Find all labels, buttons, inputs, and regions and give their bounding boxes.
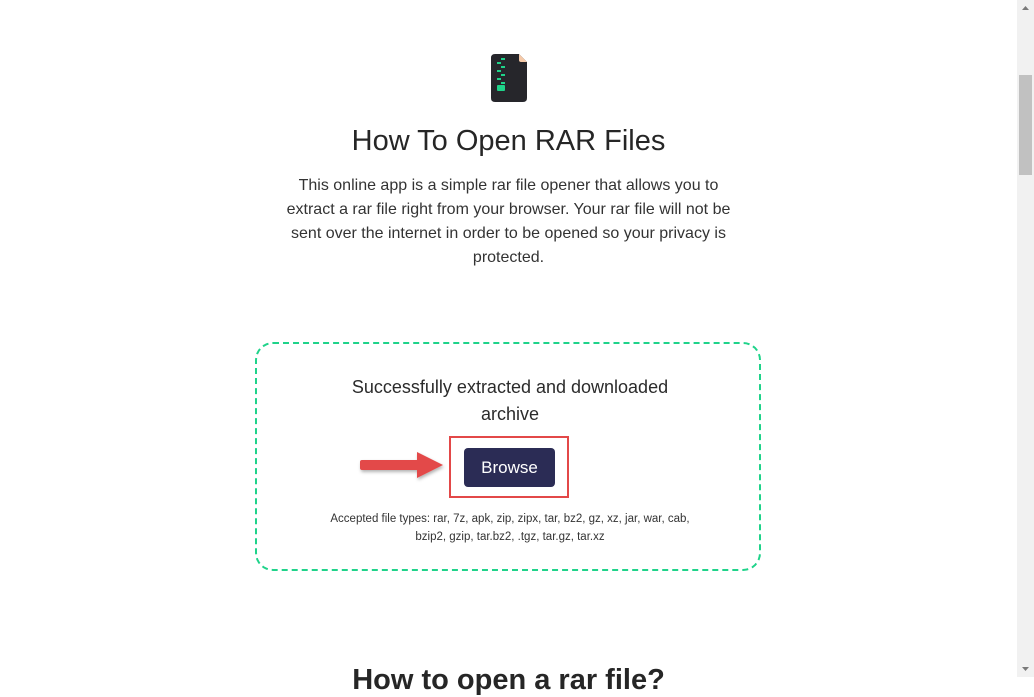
status-message: Successfully extracted and downloaded archive	[351, 377, 669, 424]
section-heading: How to open a rar file?	[352, 664, 665, 696]
red-arrow-icon	[357, 448, 447, 482]
page-title: How To Open RAR Files	[351, 125, 666, 157]
browse-highlight-box	[449, 436, 569, 498]
page-description: This online app is a simple rar file opener that allows you to extract a rar file right from your browser. Your rar file will not be sent over the internet in order to be opened so your privacy is protected.	[286, 177, 731, 266]
chevron-up-icon[interactable]	[1017, 0, 1034, 17]
scrollbar-thumb[interactable]	[1019, 75, 1032, 175]
accepted-file-types: Accepted file types: rar, 7z, apk, zip, zipx, tar, bz2, gz, xz, jar, war, cab, bzip2, gzip, tar.bz2, .tgz, tar.gz, tar.xz	[330, 513, 690, 543]
browse-button[interactable]: Browse	[464, 448, 555, 487]
zip-archive-icon	[489, 54, 529, 102]
chevron-down-icon[interactable]	[1017, 660, 1034, 677]
vertical-scrollbar[interactable]	[1017, 0, 1034, 677]
